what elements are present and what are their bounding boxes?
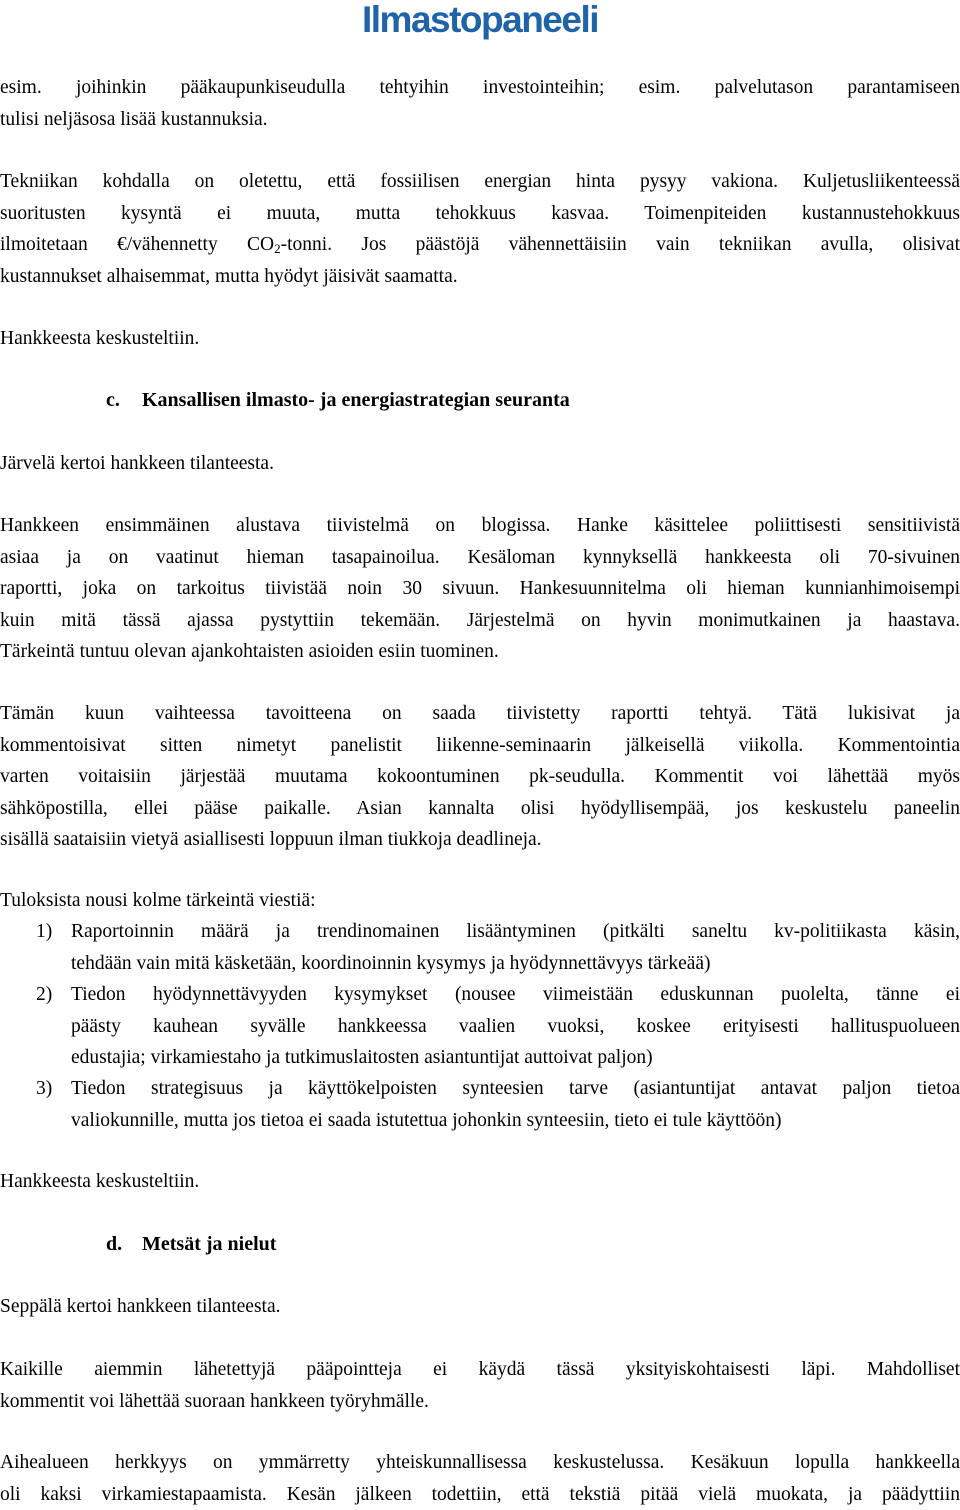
text-line: varten voitaisiin järjestää muutama kokoontuminen pk-seudulla. Kommentit voi lähettää myös	[0, 761, 960, 793]
text-line: päästy kauhean syvälle hankkeessa vaalien vuoksi, koskee erityisesti hallituspuolueen	[71, 1011, 960, 1043]
text-line: Hankkeen ensimmäinen alustava tiivistelmä on blogissa. Hanke käsittelee poliittisesti sensitiivistä	[0, 510, 960, 542]
logo-text: Ilmastopaneeli	[362, 0, 598, 42]
text-line: valiokunnille, mutta jos tietoa ei saada istutettua johonkin synteesiin, tieto ei tule käyttöön)	[71, 1105, 960, 1137]
text-line: asiaa ja on vaatinut hieman tasapainoilua. Kesäloman kynnyksellä hankkeesta oli 70-sivuinen	[0, 542, 960, 574]
paragraph-11	[0, 1447, 960, 1510]
text-line-co2	[0, 229, 960, 261]
paragraph-7	[0, 885, 960, 917]
text-fragment: ilmoitetaan €/vähennetty CO	[0, 234, 274, 255]
section-title: Kansallisen ilmasto- ja energiastrategian seuranta	[142, 389, 570, 411]
text-line: edustajia; virkamiestaho ja tutkimuslaitosten asiantuntijat auttoivat paljon)	[71, 1042, 960, 1074]
text-line: Tiedon strategisuus ja käyttökelpoisten synteesien tarve (asiantuntijat antavat paljon tietoa	[71, 1073, 960, 1105]
text-line: Tämän kuun vaihteessa tavoitteena on saada tiivistetty raportti tehtyä. Tätä lukisivat ja	[0, 698, 960, 730]
text-line: sisällä saataisiin vietyä asiallisesti loppuun ilman tiukkoja deadlineja.	[0, 824, 960, 856]
section-heading-d	[106, 1229, 276, 1261]
text-line: Kaikille aiemmin lähetettyjä pääpointteja ei käydä tässä yksityiskohtaisesti läpi. Mahdolliset	[0, 1354, 960, 1386]
text-line: Tuloksista nousi kolme tärkeintä viestiä:	[0, 885, 960, 917]
section-letter: c.	[106, 385, 142, 417]
text-line: Järvelä kertoi hankkeen tilanteesta.	[0, 448, 960, 480]
paragraph-9	[0, 1291, 960, 1323]
text-line: Hankkeesta keskusteltiin.	[0, 1166, 960, 1198]
list-number: 2)	[36, 979, 70, 1011]
text-line: raportti, joka on tarkoitus tiivistää noin 30 sivuun. Hankesuunnitelma oli hieman kunnianhimoisempi	[0, 573, 960, 605]
list-number: 3)	[36, 1073, 70, 1105]
paragraph-10	[0, 1354, 960, 1417]
section-letter: d.	[106, 1229, 142, 1261]
text-line: kuin mitä tässä ajassa pystyttiin tekemään. Järjestelmä on hyvin monimutkainen ja haastava.	[0, 605, 960, 637]
list-number: 1)	[36, 916, 70, 948]
paragraph-2	[0, 166, 960, 292]
text-line: Raportoinnin määrä ja trendinomainen lisääntyminen (pitkälti saneltu kv-politiikasta käsin,	[71, 916, 960, 948]
subscript-2: 2	[274, 241, 281, 256]
text-line: Tiedon hyödynnettävyyden kysymykset (nousee viimeistään eduskunnan puolelta, tänne ei	[71, 979, 960, 1011]
text-line: kustannukset alhaisemmat, mutta hyödyt jäisivät saamatta.	[0, 261, 960, 293]
section-title: Metsät ja nielut	[142, 1233, 276, 1255]
ilmastopaneeli-logo	[0, 0, 960, 42]
paragraph-1	[0, 72, 960, 135]
text-line: Tekniikan kohdalla on oletettu, että fossiilisen energian hinta pysyy vakiona. Kuljetusliikenteessä	[0, 166, 960, 198]
text-fragment: -tonni. Jos päästöjä vähennettäisiin vain tekniikan avulla, olisivat	[281, 234, 960, 255]
text-line: Hankkeesta keskusteltiin.	[0, 323, 960, 355]
paragraph-3	[0, 323, 960, 355]
text-line: sähköpostilla, ellei pääse paikalle. Asian kannalta olisi hyödyllisempää, jos keskustelu paneelin	[0, 793, 960, 825]
paragraph-6	[0, 698, 960, 856]
text-line: kommentit voi lähettää suoraan hankkeen työryhmälle.	[0, 1386, 960, 1418]
paragraph-4	[0, 448, 960, 480]
text-line: esim. joihinkin pääkaupunkiseudulla tehtyihin investointeihin; esim. palvelutason parantamiseen	[0, 72, 960, 104]
text-line: tehdään vain mitä käsketään, koordinoinnin kysymys ja hyödynnettävyys tärkeää)	[71, 948, 960, 980]
text-line: kommentoisivat sitten nimetyt panelistit liikenne-seminaarin jälkeisellä viikolla. Kommentointia	[0, 730, 960, 762]
text-line: Seppälä kertoi hankkeen tilanteesta.	[0, 1291, 960, 1323]
text-line: Aihealueen herkkyys on ymmärretty yhteiskunnallisessa keskustelussa. Kesäkuun lopulla hankkeella	[0, 1447, 960, 1479]
paragraph-8	[0, 1166, 960, 1198]
text-line: oli kaksi virkamiestapaamista. Kesän jälkeen todettiin, että tekstiä pitää vielä muokata, ja päädyttiin	[0, 1479, 960, 1510]
text-line: suoritusten kysyntä ei muuta, mutta tehokkuus kasvaa. Toimenpiteiden kustannustehokkuus	[0, 198, 960, 230]
section-heading-c	[106, 385, 570, 417]
text-line: Tärkeintä tuntuu olevan ajankohtaisten asioiden esiin tuominen.	[0, 636, 960, 668]
text-line: tulisi neljäsosa lisää kustannuksia.	[0, 104, 960, 136]
paragraph-5	[0, 510, 960, 668]
